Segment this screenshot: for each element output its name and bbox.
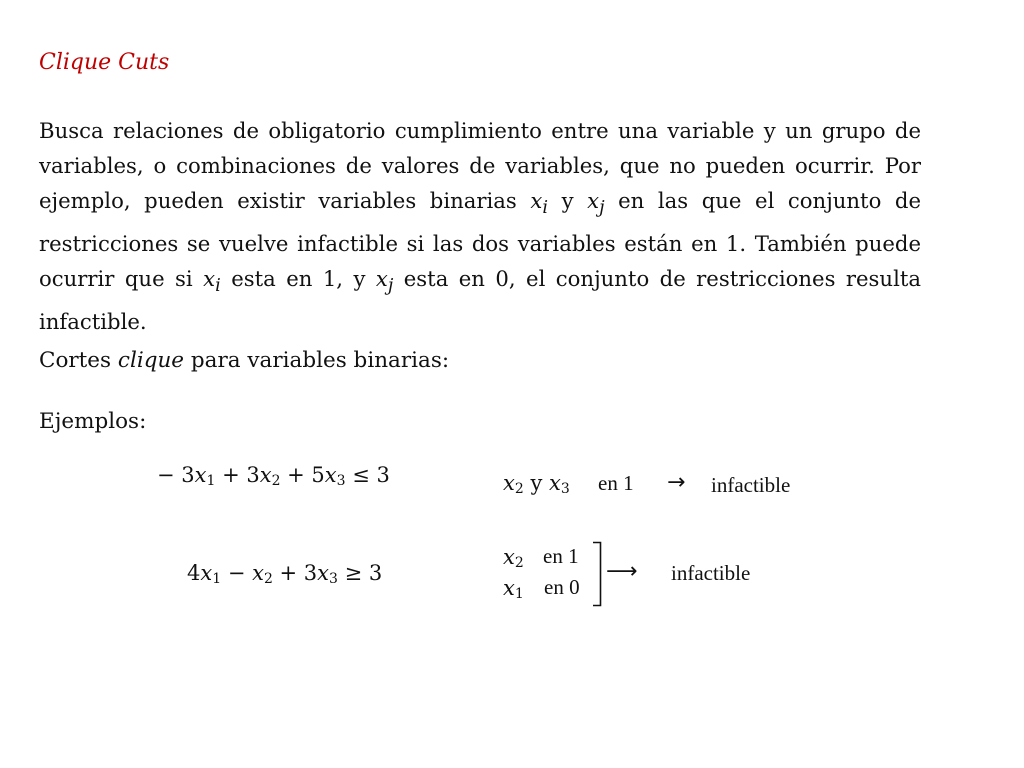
description-paragraph: [39, 113, 921, 339]
para-text-4: esta en 1, y: [220, 266, 376, 292]
example2-arrow-icon: ⟶: [606, 559, 638, 584]
ejemplos-label: Ejemplos:: [39, 409, 147, 434]
var-xi: $x_i$: [530, 188, 548, 219]
cortes-line: Cortes clique para variables binarias:: [39, 348, 450, 373]
example1-arrow-icon: →: [667, 470, 686, 495]
para-text-5: esta en 0, el conjunto de restricciones resulta infactible.: [39, 266, 922, 335]
example2-cond2-var: $x_1$: [503, 576, 524, 602]
clique-word: clique: [117, 348, 185, 373]
example1-en1: en 1: [598, 471, 634, 495]
var-xj-2: $x_j$: [375, 266, 394, 297]
example1-equation: − $3x_1 + 3x_2 + 5x_3 \le 3$: [157, 463, 390, 489]
example2-cond1-en: en 1: [543, 544, 579, 568]
para-text-1: Busca relaciones de obligatorio cumplimiento entre una variable y un grupo de variables, o combinaciones de valores de variables, que no pueden ocurrir. Por ejemplo, pueden existir variables binarias: [39, 118, 921, 213]
example2-equation: $4x_1 - x_2 + 3x_3 \ge 3$: [187, 561, 383, 587]
right-bracket-icon: [593, 541, 607, 607]
var-xj: $x_j$: [587, 188, 605, 219]
example2-result: infactible: [671, 561, 751, 585]
slide-title: Clique Cuts: [39, 50, 170, 75]
var-xi-2: $x_i$: [203, 266, 221, 297]
example1-condition: $x_2$ y $x_3$: [503, 471, 570, 497]
example1-result: infactible: [711, 473, 791, 497]
example2-cond1-var: $x_2$: [503, 545, 524, 571]
para-text-2: y: [548, 188, 588, 213]
example2-cond2-en: en 0: [544, 575, 580, 599]
para-text-3: en las que el conjunto de restricciones se vuelve infactible si las dos variables están en 1. También puede ocurrir que si: [39, 188, 921, 292]
